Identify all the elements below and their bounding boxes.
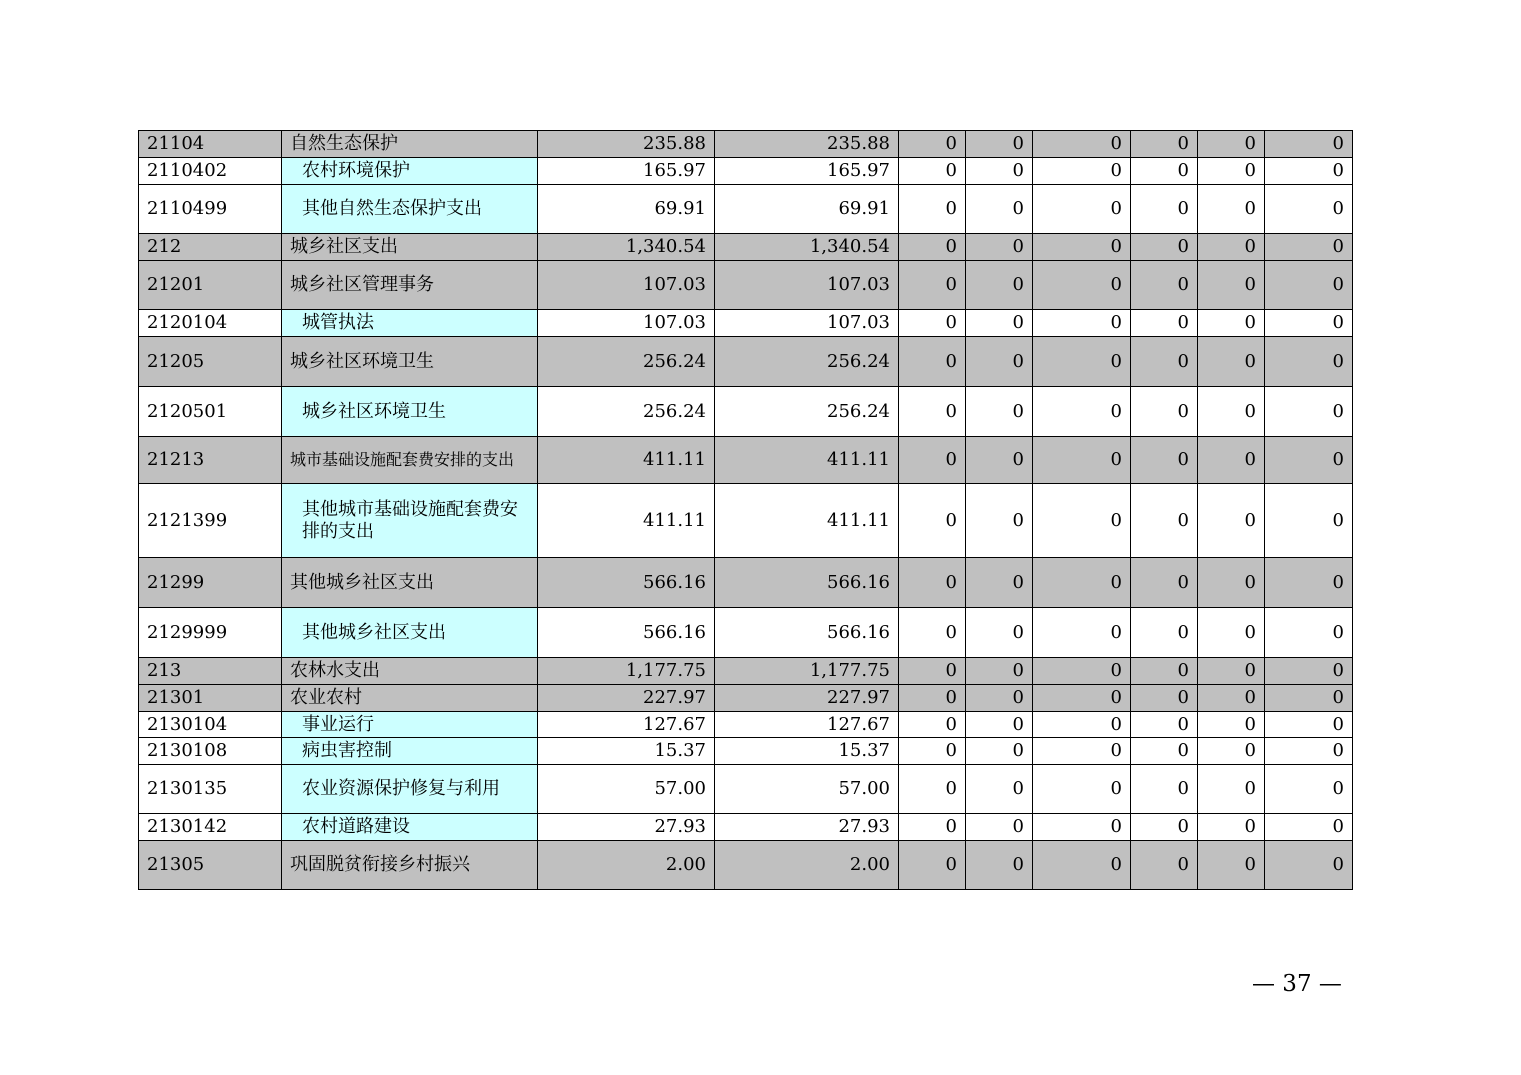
- amount-cell: 0: [899, 712, 966, 738]
- amount-cell: 0: [1198, 765, 1265, 814]
- amount-cell: 0: [1033, 608, 1131, 658]
- amount-cell: 566.16: [715, 558, 899, 608]
- amount-cell: 0: [1265, 765, 1353, 814]
- amount-cell: 0: [1265, 234, 1353, 261]
- table-row: [139, 685, 1353, 712]
- amount-cell: 0: [1198, 310, 1265, 337]
- subject-name-cell: 城乡社区管理事务: [282, 261, 538, 310]
- amount-cell: 0: [1198, 685, 1265, 712]
- amount-cell: 0: [1131, 558, 1198, 608]
- table-row: [139, 158, 1353, 185]
- table-row: [139, 261, 1353, 310]
- amount-cell: 0: [899, 437, 966, 484]
- amount-cell: 0: [899, 185, 966, 234]
- amount-cell: 0: [1265, 310, 1353, 337]
- amount-cell: 256.24: [715, 387, 899, 437]
- subject-code-cell: 2130104: [139, 712, 282, 738]
- amount-cell: 0: [899, 310, 966, 337]
- subject-code-cell: 2121399: [139, 484, 282, 558]
- amount-cell: 0: [1033, 841, 1131, 890]
- subject-code-cell: 2120104: [139, 310, 282, 337]
- amount-cell: 0: [966, 814, 1033, 841]
- amount-cell: 0: [899, 387, 966, 437]
- table-row: [139, 712, 1353, 738]
- amount-cell: 1,340.54: [715, 234, 899, 261]
- table-row: [139, 310, 1353, 337]
- amount-cell: 0: [1131, 608, 1198, 658]
- subject-name-cell: 城市基础设施配套费安排的支出: [282, 437, 538, 484]
- amount-cell: 0: [966, 261, 1033, 310]
- amount-cell: 0: [899, 765, 966, 814]
- amount-cell: 0: [1198, 738, 1265, 765]
- subject-code-cell: 21205: [139, 337, 282, 387]
- amount-cell: 0: [1131, 234, 1198, 261]
- amount-cell: 0: [1131, 261, 1198, 310]
- table-row: [139, 437, 1353, 484]
- amount-cell: 0: [966, 608, 1033, 658]
- amount-cell: 0: [1265, 814, 1353, 841]
- page-number: — 37 —: [1252, 971, 1342, 997]
- amount-cell: 0: [1265, 484, 1353, 558]
- table-row: [139, 337, 1353, 387]
- subject-code-cell: 2110499: [139, 185, 282, 234]
- amount-cell: 0: [1198, 131, 1265, 158]
- amount-cell: 0: [966, 234, 1033, 261]
- subject-code-cell: 2130108: [139, 738, 282, 765]
- amount-cell: 0: [1198, 387, 1265, 437]
- amount-cell: 0: [1265, 685, 1353, 712]
- amount-cell: 0: [1198, 158, 1265, 185]
- amount-cell: 256.24: [538, 387, 715, 437]
- amount-cell: 0: [966, 158, 1033, 185]
- amount-cell: 0: [899, 261, 966, 310]
- subject-code-cell: 212: [139, 234, 282, 261]
- amount-cell: 0: [899, 337, 966, 387]
- amount-cell: 0: [1033, 658, 1131, 685]
- amount-cell: 0: [1033, 185, 1131, 234]
- amount-cell: 235.88: [538, 131, 715, 158]
- amount-cell: 0: [1033, 738, 1131, 765]
- subject-name-cell: 农村道路建设: [282, 814, 538, 841]
- table-row: [139, 814, 1353, 841]
- amount-cell: 0: [1265, 738, 1353, 765]
- amount-cell: 0: [899, 158, 966, 185]
- amount-cell: 0: [1265, 261, 1353, 310]
- amount-cell: 0: [1198, 484, 1265, 558]
- amount-cell: 0: [1131, 185, 1198, 234]
- amount-cell: 0: [1265, 337, 1353, 387]
- amount-cell: 0: [1265, 841, 1353, 890]
- subject-code-cell: 21201: [139, 261, 282, 310]
- amount-cell: 0: [1131, 387, 1198, 437]
- subject-name-cell: 城乡社区支出: [282, 234, 538, 261]
- table-row: [139, 234, 1353, 261]
- amount-cell: 0: [966, 841, 1033, 890]
- amount-cell: 0: [1198, 437, 1265, 484]
- amount-cell: 227.97: [538, 685, 715, 712]
- amount-cell: 1,177.75: [538, 658, 715, 685]
- amount-cell: 2.00: [715, 841, 899, 890]
- amount-cell: 0: [966, 712, 1033, 738]
- subject-name-cell: 农村环境保护: [282, 158, 538, 185]
- subject-name-cell: 城乡社区环境卫生: [282, 387, 538, 437]
- amount-cell: 0: [1033, 437, 1131, 484]
- amount-cell: 0: [1198, 185, 1265, 234]
- amount-cell: 0: [1033, 158, 1131, 185]
- amount-cell: 0: [1198, 261, 1265, 310]
- amount-cell: 0: [1198, 234, 1265, 261]
- amount-cell: 0: [899, 841, 966, 890]
- amount-cell: 0: [899, 814, 966, 841]
- amount-cell: 566.16: [715, 608, 899, 658]
- amount-cell: 0: [1198, 608, 1265, 658]
- amount-cell: 0: [966, 387, 1033, 437]
- amount-cell: 0: [1131, 814, 1198, 841]
- amount-cell: 1,177.75: [715, 658, 899, 685]
- amount-cell: 0: [966, 337, 1033, 387]
- subject-code-cell: 21213: [139, 437, 282, 484]
- amount-cell: 0: [899, 658, 966, 685]
- amount-cell: 127.67: [538, 712, 715, 738]
- amount-cell: 0: [1033, 131, 1131, 158]
- amount-cell: 0: [899, 234, 966, 261]
- table-row: [139, 558, 1353, 608]
- amount-cell: 0: [1131, 484, 1198, 558]
- amount-cell: 0: [1033, 337, 1131, 387]
- amount-cell: 27.93: [715, 814, 899, 841]
- amount-cell: 0: [1265, 658, 1353, 685]
- amount-cell: 0: [899, 131, 966, 158]
- amount-cell: 0: [1131, 712, 1198, 738]
- amount-cell: 0: [1131, 658, 1198, 685]
- amount-cell: 0: [966, 685, 1033, 712]
- amount-cell: 0: [966, 658, 1033, 685]
- amount-cell: 107.03: [715, 310, 899, 337]
- amount-cell: 411.11: [715, 484, 899, 558]
- table-row: [139, 185, 1353, 234]
- amount-cell: 0: [899, 558, 966, 608]
- amount-cell: 0: [966, 484, 1033, 558]
- amount-cell: 107.03: [715, 261, 899, 310]
- table-row: [139, 765, 1353, 814]
- subject-code-cell: 2129999: [139, 608, 282, 658]
- amount-cell: 0: [1033, 765, 1131, 814]
- amount-cell: 411.11: [715, 437, 899, 484]
- subject-code-cell: 21104: [139, 131, 282, 158]
- amount-cell: 0: [1265, 387, 1353, 437]
- amount-cell: 1,340.54: [538, 234, 715, 261]
- amount-cell: 0: [899, 608, 966, 658]
- amount-cell: 0: [1198, 841, 1265, 890]
- amount-cell: 0: [899, 738, 966, 765]
- amount-cell: 165.97: [715, 158, 899, 185]
- amount-cell: 566.16: [538, 608, 715, 658]
- amount-cell: 227.97: [715, 685, 899, 712]
- subject-name-cell: 农林水支出: [282, 658, 538, 685]
- amount-cell: 0: [1198, 712, 1265, 738]
- amount-cell: 0: [966, 765, 1033, 814]
- subject-name-cell: 城乡社区环境卫生: [282, 337, 538, 387]
- amount-cell: 0: [1198, 337, 1265, 387]
- amount-cell: 2.00: [538, 841, 715, 890]
- amount-cell: 0: [1131, 437, 1198, 484]
- subject-name-cell: 其他城乡社区支出: [282, 558, 538, 608]
- subject-code-cell: 213: [139, 658, 282, 685]
- amount-cell: 0: [1198, 558, 1265, 608]
- subject-name-cell: 事业运行: [282, 712, 538, 738]
- amount-cell: 0: [1033, 712, 1131, 738]
- amount-cell: 0: [1265, 437, 1353, 484]
- amount-cell: 0: [1033, 261, 1131, 310]
- amount-cell: 0: [1131, 738, 1198, 765]
- subject-name-cell: 巩固脱贫衔接乡村振兴: [282, 841, 538, 890]
- amount-cell: 256.24: [715, 337, 899, 387]
- subject-name-cell: 自然生态保护: [282, 131, 538, 158]
- amount-cell: 0: [966, 131, 1033, 158]
- amount-cell: 165.97: [538, 158, 715, 185]
- subject-name-cell: 农业农村: [282, 685, 538, 712]
- table-row: [139, 841, 1353, 890]
- amount-cell: 0: [1265, 158, 1353, 185]
- subject-name-cell: 病虫害控制: [282, 738, 538, 765]
- amount-cell: 69.91: [538, 185, 715, 234]
- amount-cell: 411.11: [538, 437, 715, 484]
- amount-cell: 0: [966, 437, 1033, 484]
- amount-cell: 0: [1198, 658, 1265, 685]
- amount-cell: 57.00: [538, 765, 715, 814]
- amount-cell: 0: [1131, 841, 1198, 890]
- subject-code-cell: 2130135: [139, 765, 282, 814]
- amount-cell: 0: [899, 685, 966, 712]
- subject-name-cell: 农业资源保护修复与利用: [282, 765, 538, 814]
- amount-cell: 69.91: [715, 185, 899, 234]
- subject-code-cell: 21299: [139, 558, 282, 608]
- amount-cell: 566.16: [538, 558, 715, 608]
- amount-cell: 0: [966, 738, 1033, 765]
- amount-cell: 0: [1131, 337, 1198, 387]
- subject-code-cell: 21301: [139, 685, 282, 712]
- subject-code-cell: 2120501: [139, 387, 282, 437]
- amount-cell: 127.67: [715, 712, 899, 738]
- subject-name-cell: 其他自然生态保护支出: [282, 185, 538, 234]
- budget-table: [138, 130, 1353, 890]
- amount-cell: 0: [1033, 558, 1131, 608]
- amount-cell: 107.03: [538, 310, 715, 337]
- amount-cell: 0: [1265, 608, 1353, 658]
- amount-cell: 0: [1131, 765, 1198, 814]
- table-row: [139, 387, 1353, 437]
- amount-cell: 235.88: [715, 131, 899, 158]
- amount-cell: 57.00: [715, 765, 899, 814]
- table-body: [139, 131, 1353, 890]
- subject-name-cell: 其他城乡社区支出: [282, 608, 538, 658]
- amount-cell: 107.03: [538, 261, 715, 310]
- amount-cell: 0: [966, 558, 1033, 608]
- table-row: [139, 484, 1353, 558]
- amount-cell: 0: [1033, 234, 1131, 261]
- amount-cell: 0: [1033, 484, 1131, 558]
- subject-code-cell: 2110402: [139, 158, 282, 185]
- subject-name-cell: 其他城市基础设施配套费安排的支出: [282, 484, 538, 558]
- amount-cell: 0: [966, 185, 1033, 234]
- amount-cell: 15.37: [715, 738, 899, 765]
- subject-code-cell: 2130142: [139, 814, 282, 841]
- amount-cell: 256.24: [538, 337, 715, 387]
- amount-cell: 0: [1033, 387, 1131, 437]
- table-row: [139, 131, 1353, 158]
- table-row: [139, 608, 1353, 658]
- amount-cell: 0: [1131, 685, 1198, 712]
- amount-cell: 0: [899, 484, 966, 558]
- amount-cell: 411.11: [538, 484, 715, 558]
- subject-name-cell: 城管执法: [282, 310, 538, 337]
- amount-cell: 0: [1033, 814, 1131, 841]
- amount-cell: 0: [1131, 158, 1198, 185]
- subject-code-cell: 21305: [139, 841, 282, 890]
- amount-cell: 0: [1033, 685, 1131, 712]
- table-row: [139, 658, 1353, 685]
- amount-cell: 0: [966, 310, 1033, 337]
- amount-cell: 0: [1265, 131, 1353, 158]
- amount-cell: 0: [1033, 310, 1131, 337]
- amount-cell: 0: [1131, 310, 1198, 337]
- amount-cell: 0: [1131, 131, 1198, 158]
- amount-cell: 0: [1198, 814, 1265, 841]
- table-row: [139, 738, 1353, 765]
- amount-cell: 0: [1265, 185, 1353, 234]
- amount-cell: 27.93: [538, 814, 715, 841]
- amount-cell: 0: [1265, 712, 1353, 738]
- amount-cell: 15.37: [538, 738, 715, 765]
- amount-cell: 0: [1265, 558, 1353, 608]
